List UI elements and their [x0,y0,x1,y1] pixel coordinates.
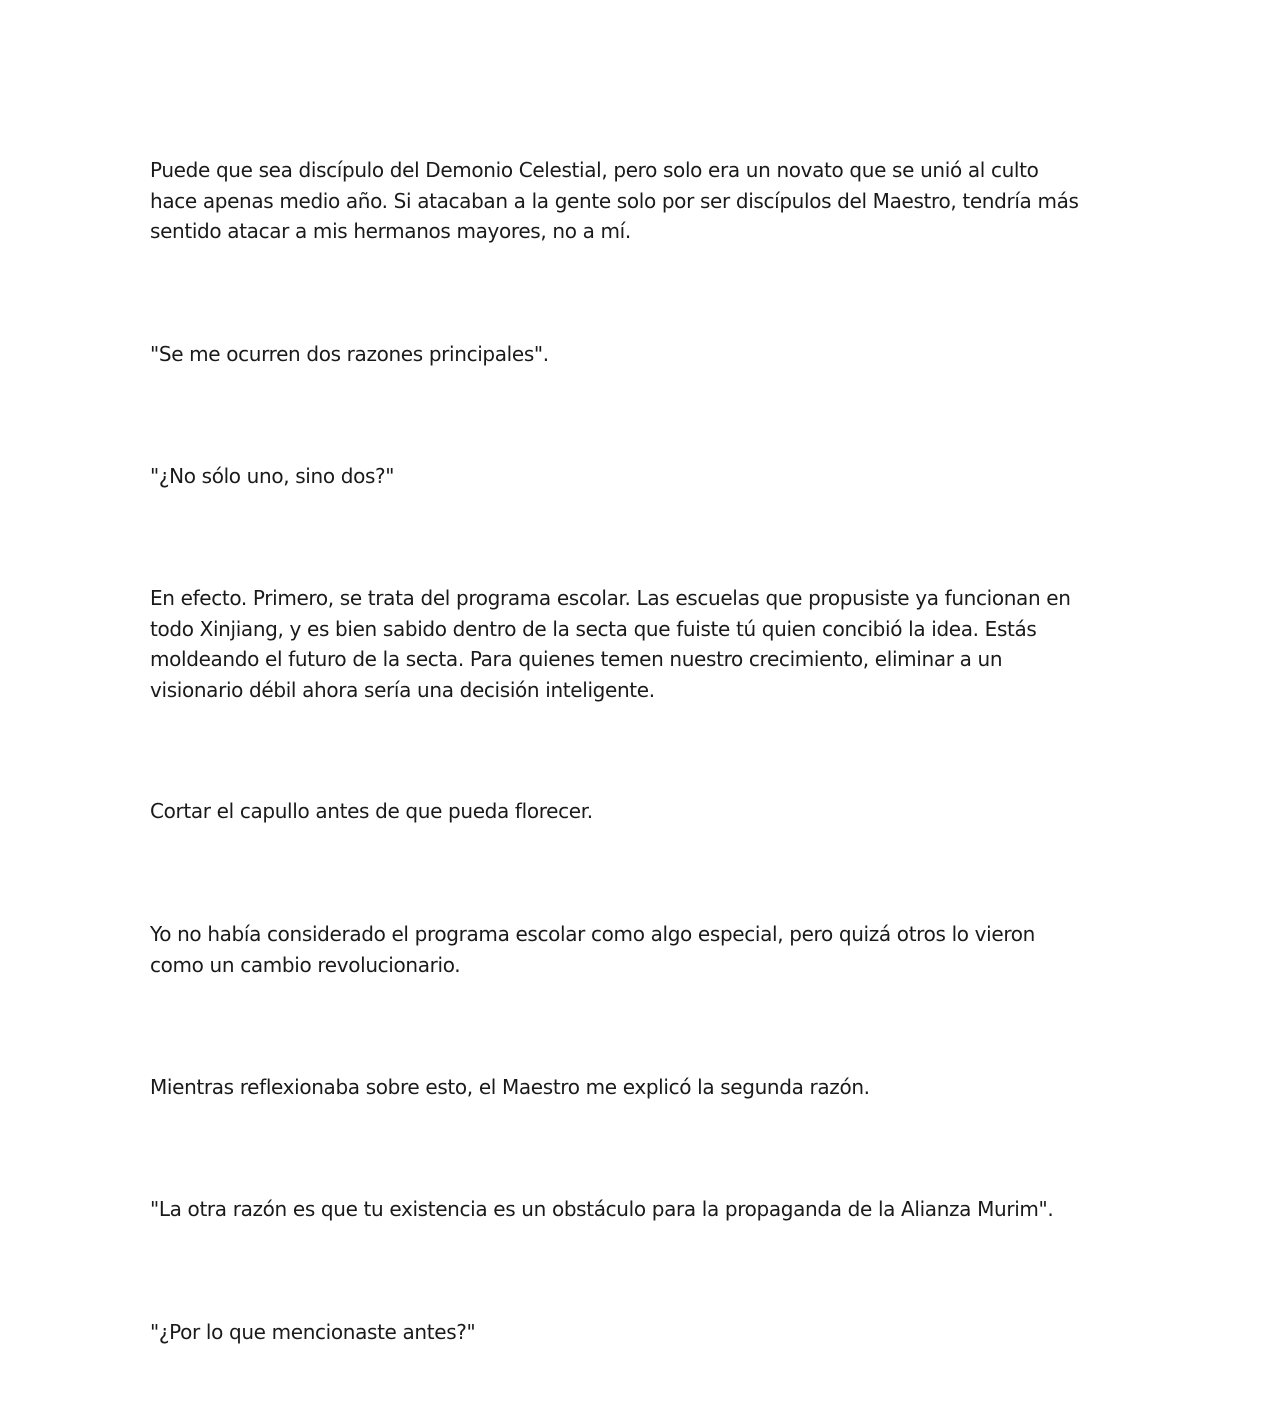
paragraph-line: "¿Por lo que mencionaste antes?" [150,1320,476,1344]
paragraph-8 [150,1194,1130,1225]
paragraph-line: Cortar el capullo antes de que pueda florecer. [150,799,593,823]
paragraph-line: como un cambio revolucionario. [150,952,461,977]
paragraph-line: Yo no había considerado el programa escolar como algo especial, pero quizá otros lo vieron [150,922,1035,946]
paragraph-6 [150,919,1130,980]
paragraph-9 [150,1317,1130,1348]
paragraph-line: "Se me ocurren dos razones principales". [150,342,549,366]
paragraph-line: "¿No sólo uno, sino dos?" [150,464,395,488]
paragraph-4 [150,583,1130,705]
paragraph-3 [150,461,1130,492]
paragraph-line: moldeando el futuro de la secta. Para quienes temen nuestro crecimiento, eliminar a un [150,647,1003,671]
paragraph-line: sentido atacar a mis hermanos mayores, no a mí. [150,219,631,243]
paragraph-line: hace apenas medio año. Si atacaban a la gente solo por ser discípulos del Maestro, tendría más [150,188,1079,213]
paragraph-7 [150,1072,1130,1103]
paragraph-line: visionario débil ahora sería una decisión inteligente. [150,677,655,702]
paragraph-line: Puede que sea discípulo del Demonio Celestial, pero solo era un novato que se unió al culto [150,158,1039,182]
paragraph-line: todo Xinjiang, y es bien sabido dentro de la secta que fuiste tú quien concibió la idea. Estás [150,616,1037,641]
paragraph-line: En efecto. Primero, se trata del programa escolar. Las escuelas que propusiste ya funcionan en [150,586,1071,610]
paragraph-2 [150,339,1130,370]
paragraph-line: "La otra razón es que tu existencia es un obstáculo para la propaganda de la Alianza Murim". [150,1197,1054,1221]
paragraph-line: Mientras reflexionaba sobre esto, el Maestro me explicó la segunda razón. [150,1075,870,1099]
paragraph-5 [150,796,1130,827]
paragraph-1 [150,155,1130,247]
